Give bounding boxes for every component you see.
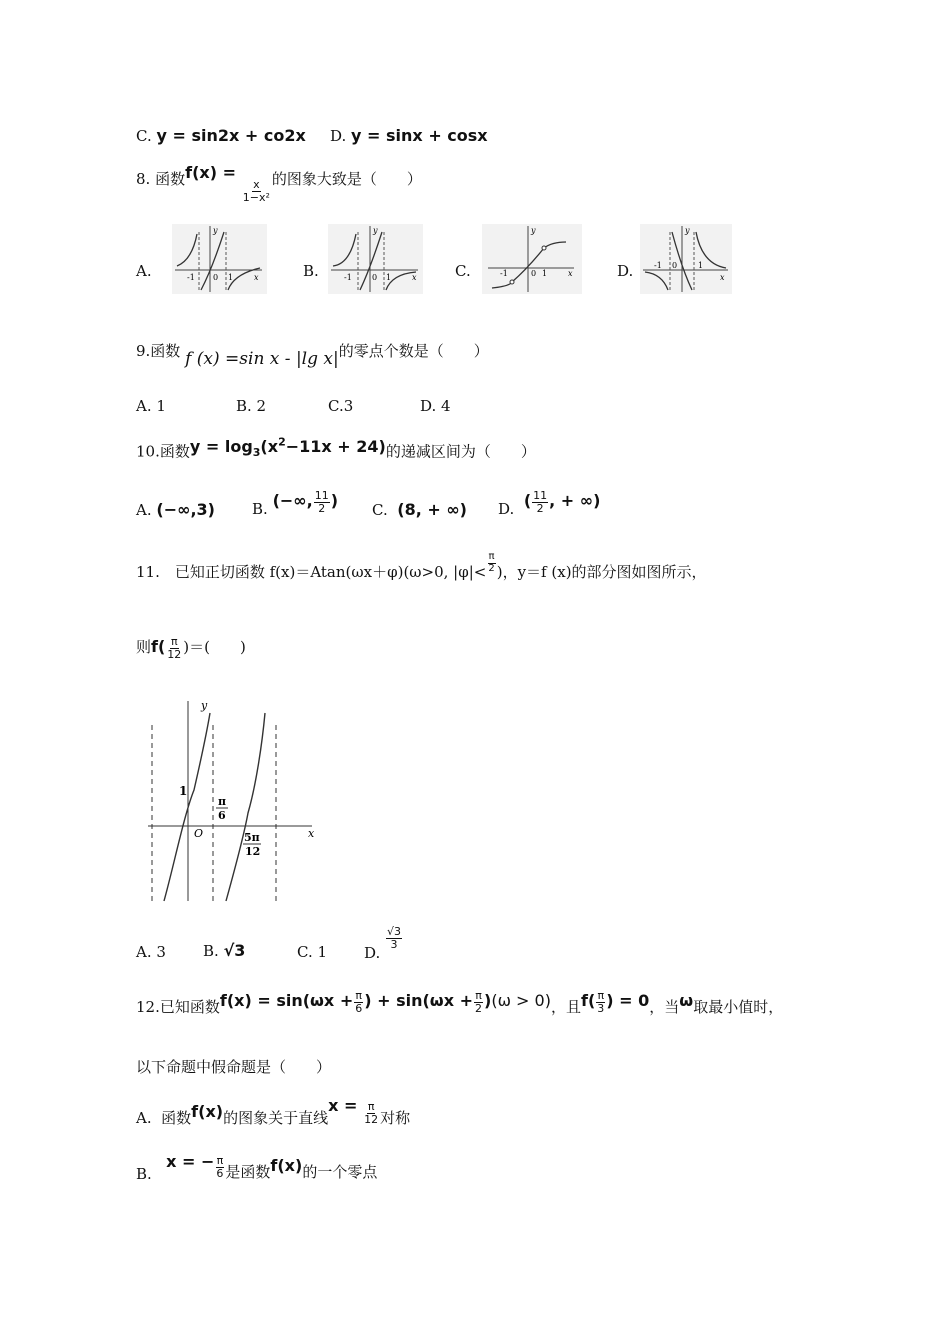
svg-text:0: 0 xyxy=(672,261,678,270)
svg-text:y: y xyxy=(213,226,218,235)
q12-option-b: B. x = − $\frac{\pi}{6}$ 是函数f(x)的一个零点 xyxy=(136,1152,378,1183)
q11-stem-line2: 则f( $\frac{\pi}{12}$ )＝( ) xyxy=(136,635,246,661)
y-one-label: 1 xyxy=(179,784,188,798)
q11-option-d: D. $\frac{√3}{3}$ xyxy=(364,925,402,963)
q7-option-c: C. y = sin2x + co2x xyxy=(136,126,306,145)
q9-stem: 9.函数 f (x) =sin x - |lg x|的零点个数是（ ） xyxy=(136,342,489,369)
y-axis-label: y xyxy=(201,699,208,712)
tangent-branch-2 xyxy=(226,713,265,901)
q8-graph-c xyxy=(482,224,582,294)
svg-text:0: 0 xyxy=(213,273,219,282)
q11-option-b: B. √3 xyxy=(203,941,246,960)
svg-text:1: 1 xyxy=(542,269,548,278)
q10-option-b: B. (−∞, $\frac{11}{2}$ ) xyxy=(252,489,339,519)
q8-option-a-label: A. xyxy=(136,262,152,280)
svg-text:-1: -1 xyxy=(187,273,195,282)
q10-option-c: C. (8, + ∞) xyxy=(372,500,467,519)
q9-option-d: D. 4 xyxy=(420,397,451,415)
pi6-den: 6 xyxy=(218,809,226,822)
q10-option-d: D. ( $\frac{11}{2}$ , + ∞) xyxy=(498,489,601,519)
q11-stem-line1: 11. 已知正切函数 f(x)＝Atan(ωx＋φ)(ω>0, |φ|< $\frac{\pi}{2}$ )，y＝f (x)的部分图如图所示， xyxy=(136,551,707,581)
q9-option-c: C.3 xyxy=(328,397,354,415)
q11-option-a: A. 3 xyxy=(136,943,166,961)
q11-tangent-graph xyxy=(140,695,320,905)
svg-text:y: y xyxy=(685,226,690,235)
q8-option-c-label: C. xyxy=(455,262,471,280)
q8-graph-a xyxy=(172,224,267,294)
q8-graph-b xyxy=(328,224,423,294)
svg-text:0: 0 xyxy=(531,269,537,278)
svg-text:x: x xyxy=(412,273,417,282)
q10-option-a: A. (−∞,3) xyxy=(136,500,215,519)
q12-stem: 12.已知函数f(x) = sin(ωx + $\frac{\pi}{6}$ ) + sin(ωx + $\frac{\pi}{2}$ )(ω > 0)，且f( $\frac{\pi}{3}$ ) = 0，当ω取最小值时， xyxy=(136,989,784,1017)
q8-graph-d xyxy=(640,224,732,294)
q12-stem-line2: 以下命题中假命题是（ ） xyxy=(136,1058,332,1076)
svg-text:-1: -1 xyxy=(654,261,662,270)
svg-text:0: 0 xyxy=(372,273,378,282)
svg-text:1: 1 xyxy=(698,261,704,270)
q12-option-a: A. 函数f(x)的图象关于直线x = $\frac{\pi}{12}$ 对称 xyxy=(136,1096,411,1127)
fivepi-den: 12 xyxy=(245,845,261,858)
svg-text:-1: -1 xyxy=(344,273,352,282)
svg-text:x: x xyxy=(568,269,573,278)
q10-stem: 10.函数$y = \log_3(x^2-11x + 24)$的递减区间为（ ） xyxy=(136,436,536,461)
svg-text:1: 1 xyxy=(386,273,392,282)
q8-option-b-label: B. xyxy=(303,262,319,280)
svg-text:y: y xyxy=(373,226,378,235)
svg-text:x: x xyxy=(720,273,725,282)
tangent-branch-1 xyxy=(164,713,210,901)
q8-stem: 8. 函数f(x) = $\frac{x}{\text{1−x²}}$ 的图象大致是（ ） xyxy=(136,163,422,204)
svg-text:x: x xyxy=(254,273,259,282)
q11-option-c: C. 1 xyxy=(297,943,328,961)
origin-label: O xyxy=(194,827,204,840)
q9-option-a: A. 1 xyxy=(136,397,166,415)
q7-option-d: D. y = sinx + cosx xyxy=(330,126,488,145)
q9-option-b: B. 2 xyxy=(236,397,267,415)
pi6-num: π xyxy=(218,795,227,808)
svg-text:-1: -1 xyxy=(500,269,508,278)
svg-text:y: y xyxy=(531,226,536,235)
q8-option-d-label: D. xyxy=(617,262,634,280)
x-axis-label: x xyxy=(308,827,315,840)
svg-text:1: 1 xyxy=(228,273,234,282)
fivepi-num: 5π xyxy=(244,831,260,844)
